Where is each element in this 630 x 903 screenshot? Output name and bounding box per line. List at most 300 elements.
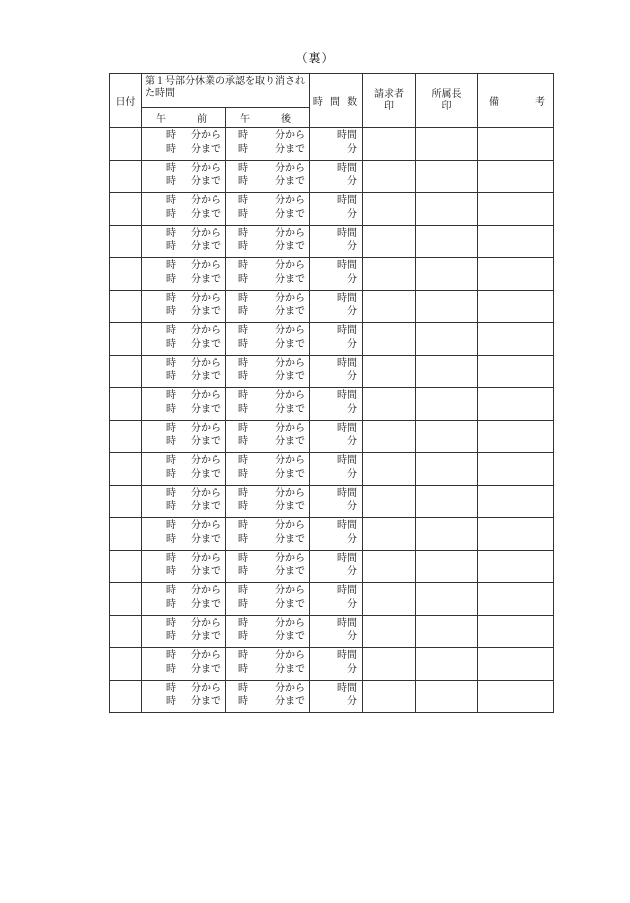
header-director-seal-label: 印 <box>441 100 452 112</box>
hour-label: 時 <box>238 696 248 707</box>
hours-unit-label: 時間 <box>337 260 357 271</box>
hour-label: 時 <box>238 455 248 466</box>
hours-cell[interactable] <box>310 615 363 648</box>
requester-seal-cell[interactable] <box>363 290 416 323</box>
hour-label: 時 <box>238 195 248 206</box>
requester-seal-cell[interactable] <box>363 323 416 356</box>
hour-label: 時 <box>166 227 176 239</box>
hour-label: 時 <box>238 208 248 220</box>
header-am <box>142 108 226 128</box>
from-label: 分から <box>191 195 221 206</box>
date-cell[interactable] <box>110 583 142 616</box>
hour-label: 時 <box>238 162 248 174</box>
minutes-unit-label: 分 <box>347 436 357 447</box>
hours-cell[interactable] <box>310 128 363 161</box>
director-seal-cell[interactable] <box>416 680 478 713</box>
table-row <box>110 193 554 226</box>
hour-label: 時 <box>238 306 248 317</box>
from-label: 分から <box>275 585 305 596</box>
from-label: 分から <box>275 292 305 304</box>
table-row <box>110 615 554 648</box>
from-label: 分から <box>275 162 305 174</box>
from-label: 分から <box>191 650 221 661</box>
to-label: 分まで <box>191 566 221 577</box>
pm-time-cell[interactable] <box>226 128 310 161</box>
date-cell[interactable] <box>110 453 142 486</box>
table-row <box>110 160 554 193</box>
hour-label: 時 <box>166 357 176 369</box>
director-seal-cell[interactable] <box>416 225 478 258</box>
to-label: 分まで <box>191 631 221 642</box>
hour-label: 時 <box>238 566 248 577</box>
notes-cell[interactable] <box>478 420 554 453</box>
from-label: 分から <box>191 227 221 239</box>
minutes-unit-label: 分 <box>347 468 357 480</box>
pm-time-cell[interactable] <box>226 193 310 226</box>
from-label: 分から <box>191 682 221 694</box>
to-label: 分まで <box>191 338 221 350</box>
header-date: 日付 <box>110 74 142 128</box>
minutes-unit-label: 分 <box>347 371 357 382</box>
notes-cell[interactable] <box>478 453 554 486</box>
am-time-cell[interactable] <box>142 193 226 226</box>
pm-time-cell[interactable] <box>226 680 310 713</box>
director-seal-cell[interactable] <box>416 485 478 518</box>
hour-label: 時 <box>238 663 248 675</box>
director-seal-cell[interactable] <box>416 583 478 616</box>
table-row <box>110 258 554 291</box>
hour-label: 時 <box>166 390 176 401</box>
hour-label: 時 <box>166 260 176 271</box>
hour-label: 時 <box>166 436 176 447</box>
hours-cell[interactable] <box>310 453 363 486</box>
hour-label: 時 <box>238 631 248 642</box>
from-label: 分から <box>191 260 221 271</box>
header-director-seal <box>416 74 478 128</box>
to-label: 分まで <box>275 631 305 642</box>
hours-cell[interactable] <box>310 485 363 518</box>
hour-label: 時 <box>238 130 248 141</box>
hours-cell[interactable] <box>310 160 363 193</box>
header-notes-b: 考 <box>535 97 545 108</box>
minutes-unit-label: 分 <box>347 306 357 317</box>
hour-label: 時 <box>166 422 176 434</box>
hour-label: 時 <box>166 468 176 480</box>
from-label: 分から <box>275 487 305 499</box>
hours-cell[interactable] <box>310 258 363 291</box>
notes-cell[interactable] <box>478 258 554 291</box>
director-seal-cell[interactable] <box>416 518 478 551</box>
to-label: 分まで <box>191 143 221 155</box>
date-cell[interactable] <box>110 388 142 421</box>
hour-label: 時 <box>238 552 248 564</box>
pm-time-cell[interactable] <box>226 453 310 486</box>
hour-label: 時 <box>166 631 176 642</box>
am-time-cell[interactable] <box>142 160 226 193</box>
date-cell[interactable] <box>110 485 142 518</box>
hours-unit-label: 時間 <box>337 390 357 401</box>
table-row <box>110 648 554 681</box>
am-time-cell[interactable] <box>142 453 226 486</box>
requester-seal-cell[interactable] <box>363 453 416 486</box>
requester-seal-cell[interactable] <box>363 258 416 291</box>
hour-label: 時 <box>166 306 176 317</box>
hours-cell[interactable] <box>310 583 363 616</box>
from-label: 分から <box>191 390 221 401</box>
hour-label: 時 <box>166 338 176 350</box>
pm-time-cell[interactable] <box>226 518 310 551</box>
director-seal-cell[interactable] <box>416 160 478 193</box>
am-time-cell[interactable] <box>142 323 226 356</box>
hour-label: 時 <box>166 162 176 174</box>
from-label: 分から <box>275 650 305 661</box>
director-seal-cell[interactable] <box>416 193 478 226</box>
pm-time-cell[interactable] <box>226 388 310 421</box>
date-cell[interactable] <box>110 128 142 161</box>
pm-time-cell[interactable] <box>226 583 310 616</box>
hours-cell[interactable] <box>310 225 363 258</box>
minutes-unit-label: 分 <box>347 143 357 155</box>
notes-cell[interactable] <box>478 290 554 323</box>
pm-time-cell[interactable] <box>226 323 310 356</box>
header-am-a: 午 <box>156 114 166 125</box>
notes-cell[interactable] <box>478 128 554 161</box>
date-cell[interactable] <box>110 258 142 291</box>
to-label: 分まで <box>275 533 305 545</box>
requester-seal-cell[interactable] <box>363 583 416 616</box>
table-row <box>110 518 554 551</box>
from-label: 分から <box>191 325 221 336</box>
pm-time-cell[interactable] <box>226 550 310 583</box>
date-cell[interactable] <box>110 680 142 713</box>
requester-seal-cell[interactable] <box>363 420 416 453</box>
from-label: 分から <box>275 682 305 694</box>
from-label: 分から <box>275 390 305 401</box>
pm-time-cell[interactable] <box>226 160 310 193</box>
to-label: 分まで <box>275 663 305 675</box>
table-row <box>110 583 554 616</box>
notes-cell[interactable] <box>478 648 554 681</box>
hours-unit-label: 時間 <box>337 130 357 141</box>
to-label: 分まで <box>191 501 221 512</box>
hours-unit-label: 時間 <box>337 195 357 206</box>
hour-label: 時 <box>238 403 248 415</box>
to-label: 分まで <box>191 663 221 675</box>
director-seal-cell[interactable] <box>416 420 478 453</box>
date-cell[interactable] <box>110 193 142 226</box>
header-director-label: 所属長 <box>431 88 462 100</box>
director-seal-cell[interactable] <box>416 648 478 681</box>
notes-cell[interactable] <box>478 485 554 518</box>
minutes-unit-label: 分 <box>347 241 357 252</box>
to-label: 分まで <box>275 273 305 285</box>
to-label: 分まで <box>275 241 305 252</box>
hour-label: 時 <box>238 338 248 350</box>
am-time-cell[interactable] <box>142 485 226 518</box>
minutes-unit-label: 分 <box>347 631 357 642</box>
minutes-unit-label: 分 <box>347 696 357 707</box>
from-label: 分から <box>191 292 221 304</box>
hour-label: 時 <box>238 617 248 629</box>
director-seal-cell[interactable] <box>416 550 478 583</box>
from-label: 分から <box>275 130 305 141</box>
header-requester-label: 請求者 <box>374 88 404 100</box>
to-label: 分まで <box>191 598 221 610</box>
from-label: 分から <box>275 325 305 336</box>
hours-unit-label: 時間 <box>337 585 357 596</box>
notes-cell[interactable] <box>478 388 554 421</box>
from-label: 分から <box>275 357 305 369</box>
header-am-b: 前 <box>197 114 207 125</box>
director-seal-cell[interactable] <box>416 128 478 161</box>
minutes-unit-label: 分 <box>347 208 357 220</box>
to-label: 分まで <box>275 371 305 382</box>
from-label: 分から <box>191 357 221 369</box>
requester-seal-cell[interactable] <box>363 615 416 648</box>
date-cell[interactable] <box>110 323 142 356</box>
hours-unit-label: 時間 <box>337 455 357 466</box>
hours-cell[interactable] <box>310 388 363 421</box>
hour-label: 時 <box>166 241 176 252</box>
hour-label: 時 <box>238 176 248 187</box>
table-row <box>110 680 554 713</box>
hour-label: 時 <box>166 371 176 382</box>
hour-label: 時 <box>238 273 248 285</box>
notes-cell[interactable] <box>478 583 554 616</box>
notes-cell[interactable] <box>478 680 554 713</box>
requester-seal-cell[interactable] <box>363 680 416 713</box>
partial-leave-form-table <box>109 73 554 713</box>
pm-time-cell[interactable] <box>226 648 310 681</box>
from-label: 分から <box>191 162 221 174</box>
hours-unit-label: 時間 <box>337 617 357 629</box>
hours-cell[interactable] <box>310 323 363 356</box>
requester-seal-cell[interactable] <box>363 355 416 388</box>
requester-seal-cell[interactable] <box>363 550 416 583</box>
hour-label: 時 <box>166 585 176 596</box>
am-time-cell[interactable] <box>142 648 226 681</box>
hours-unit-label: 時間 <box>337 552 357 564</box>
notes-cell[interactable] <box>478 550 554 583</box>
from-label: 分から <box>275 227 305 239</box>
notes-cell[interactable] <box>478 355 554 388</box>
from-label: 分から <box>191 585 221 596</box>
minutes-unit-label: 分 <box>347 566 357 577</box>
header-cancelled-time: 第１号部分休業の承認を取り消された時間 <box>142 74 310 108</box>
hour-label: 時 <box>238 501 248 512</box>
director-seal-cell[interactable] <box>416 453 478 486</box>
minutes-unit-label: 分 <box>347 501 357 512</box>
table-row <box>110 388 554 421</box>
to-label: 分まで <box>275 598 305 610</box>
minutes-unit-label: 分 <box>347 533 357 545</box>
to-label: 分まで <box>275 696 305 707</box>
pm-time-cell[interactable] <box>226 225 310 258</box>
to-label: 分まで <box>275 566 305 577</box>
pm-time-cell[interactable] <box>226 355 310 388</box>
date-cell[interactable] <box>110 355 142 388</box>
am-time-cell[interactable] <box>142 615 226 648</box>
requester-seal-cell[interactable] <box>363 128 416 161</box>
minutes-unit-label: 分 <box>347 176 357 187</box>
am-time-cell[interactable] <box>142 518 226 551</box>
table-row <box>110 290 554 323</box>
hours-unit-label: 時間 <box>337 650 357 661</box>
hours-unit-label: 時間 <box>337 162 357 174</box>
am-time-cell[interactable] <box>142 355 226 388</box>
hours-cell[interactable] <box>310 355 363 388</box>
notes-cell[interactable] <box>478 225 554 258</box>
pm-time-cell[interactable] <box>226 420 310 453</box>
am-time-cell[interactable] <box>142 290 226 323</box>
header-requester-seal-label: 印 <box>384 100 394 112</box>
hour-label: 時 <box>166 130 176 141</box>
hour-label: 時 <box>166 650 176 661</box>
hour-label: 時 <box>166 143 176 155</box>
pm-time-cell[interactable] <box>226 615 310 648</box>
from-label: 分から <box>275 422 305 434</box>
hour-label: 時 <box>238 598 248 610</box>
table-row <box>110 420 554 453</box>
hours-cell[interactable] <box>310 550 363 583</box>
hours-unit-label: 時間 <box>337 487 357 499</box>
hours-unit-label: 時間 <box>337 422 357 434</box>
hour-label: 時 <box>238 533 248 545</box>
requester-seal-cell[interactable] <box>363 160 416 193</box>
director-seal-cell[interactable] <box>416 615 478 648</box>
from-label: 分から <box>275 520 305 531</box>
hour-label: 時 <box>238 143 248 155</box>
director-seal-cell[interactable] <box>416 388 478 421</box>
to-label: 分まで <box>191 468 221 480</box>
hour-label: 時 <box>166 566 176 577</box>
to-label: 分まで <box>191 696 221 707</box>
hours-cell[interactable] <box>310 648 363 681</box>
date-cell[interactable] <box>110 518 142 551</box>
hour-label: 時 <box>238 390 248 401</box>
hour-label: 時 <box>238 650 248 661</box>
minutes-unit-label: 分 <box>347 273 357 285</box>
director-seal-cell[interactable] <box>416 290 478 323</box>
hour-label: 時 <box>166 455 176 466</box>
director-seal-cell[interactable] <box>416 323 478 356</box>
table-row <box>110 323 554 356</box>
am-time-cell[interactable] <box>142 258 226 291</box>
date-cell[interactable] <box>110 615 142 648</box>
to-label: 分まで <box>191 403 221 415</box>
notes-cell[interactable] <box>478 323 554 356</box>
hour-label: 時 <box>166 273 176 285</box>
minutes-unit-label: 分 <box>347 663 357 675</box>
am-time-cell[interactable] <box>142 420 226 453</box>
am-time-cell[interactable] <box>142 388 226 421</box>
from-label: 分から <box>191 455 221 466</box>
hour-label: 時 <box>166 195 176 206</box>
requester-seal-cell[interactable] <box>363 518 416 551</box>
to-label: 分まで <box>275 436 305 447</box>
table-row <box>110 225 554 258</box>
hours-cell[interactable] <box>310 420 363 453</box>
hour-label: 時 <box>166 487 176 499</box>
hours-cell[interactable] <box>310 290 363 323</box>
date-cell[interactable] <box>110 225 142 258</box>
director-seal-cell[interactable] <box>416 355 478 388</box>
hours-cell[interactable] <box>310 680 363 713</box>
am-time-cell[interactable] <box>142 680 226 713</box>
am-time-cell[interactable] <box>142 225 226 258</box>
header-notes-a: 備 <box>489 97 499 108</box>
to-label: 分まで <box>191 176 221 187</box>
hour-label: 時 <box>238 357 248 369</box>
table-row <box>110 550 554 583</box>
hour-label: 時 <box>238 241 248 252</box>
hour-label: 時 <box>238 292 248 304</box>
notes-cell[interactable] <box>478 193 554 226</box>
to-label: 分まで <box>275 501 305 512</box>
header-pm <box>226 108 310 128</box>
requester-seal-cell[interactable] <box>363 225 416 258</box>
hours-unit-label: 時間 <box>337 682 357 694</box>
notes-cell[interactable] <box>478 518 554 551</box>
hour-label: 時 <box>166 682 176 694</box>
date-cell[interactable] <box>110 160 142 193</box>
director-seal-cell[interactable] <box>416 258 478 291</box>
header-pm-b: 後 <box>281 114 291 125</box>
from-label: 分から <box>275 455 305 466</box>
pm-time-cell[interactable] <box>226 258 310 291</box>
am-time-cell[interactable] <box>142 128 226 161</box>
hours-unit-label: 時間 <box>337 357 357 369</box>
hours-cell[interactable] <box>310 518 363 551</box>
to-label: 分まで <box>275 468 305 480</box>
hour-label: 時 <box>238 227 248 239</box>
requester-seal-cell[interactable] <box>363 485 416 518</box>
to-label: 分まで <box>275 176 305 187</box>
requester-seal-cell[interactable] <box>363 193 416 226</box>
hour-label: 時 <box>166 552 176 564</box>
to-label: 分まで <box>191 208 221 220</box>
requester-seal-cell[interactable] <box>363 648 416 681</box>
to-label: 分まで <box>275 143 305 155</box>
hour-label: 時 <box>238 422 248 434</box>
notes-cell[interactable] <box>478 160 554 193</box>
hours-cell[interactable] <box>310 193 363 226</box>
date-cell[interactable] <box>110 648 142 681</box>
to-label: 分まで <box>275 403 305 415</box>
requester-seal-cell[interactable] <box>363 388 416 421</box>
pm-time-cell[interactable] <box>226 290 310 323</box>
hour-label: 時 <box>238 487 248 499</box>
hour-label: 時 <box>166 533 176 545</box>
hour-label: 時 <box>238 468 248 480</box>
am-time-cell[interactable] <box>142 583 226 616</box>
table-row <box>110 453 554 486</box>
hour-label: 時 <box>166 325 176 336</box>
hour-label: 時 <box>238 260 248 271</box>
date-cell[interactable] <box>110 290 142 323</box>
pm-time-cell[interactable] <box>226 485 310 518</box>
header-pm-a: 午 <box>240 114 250 125</box>
to-label: 分まで <box>191 371 221 382</box>
hour-label: 時 <box>166 176 176 187</box>
hour-label: 時 <box>166 501 176 512</box>
notes-cell[interactable] <box>478 615 554 648</box>
date-cell[interactable] <box>110 420 142 453</box>
from-label: 分から <box>191 552 221 564</box>
date-cell[interactable] <box>110 550 142 583</box>
hour-label: 時 <box>166 663 176 675</box>
am-time-cell[interactable] <box>142 550 226 583</box>
